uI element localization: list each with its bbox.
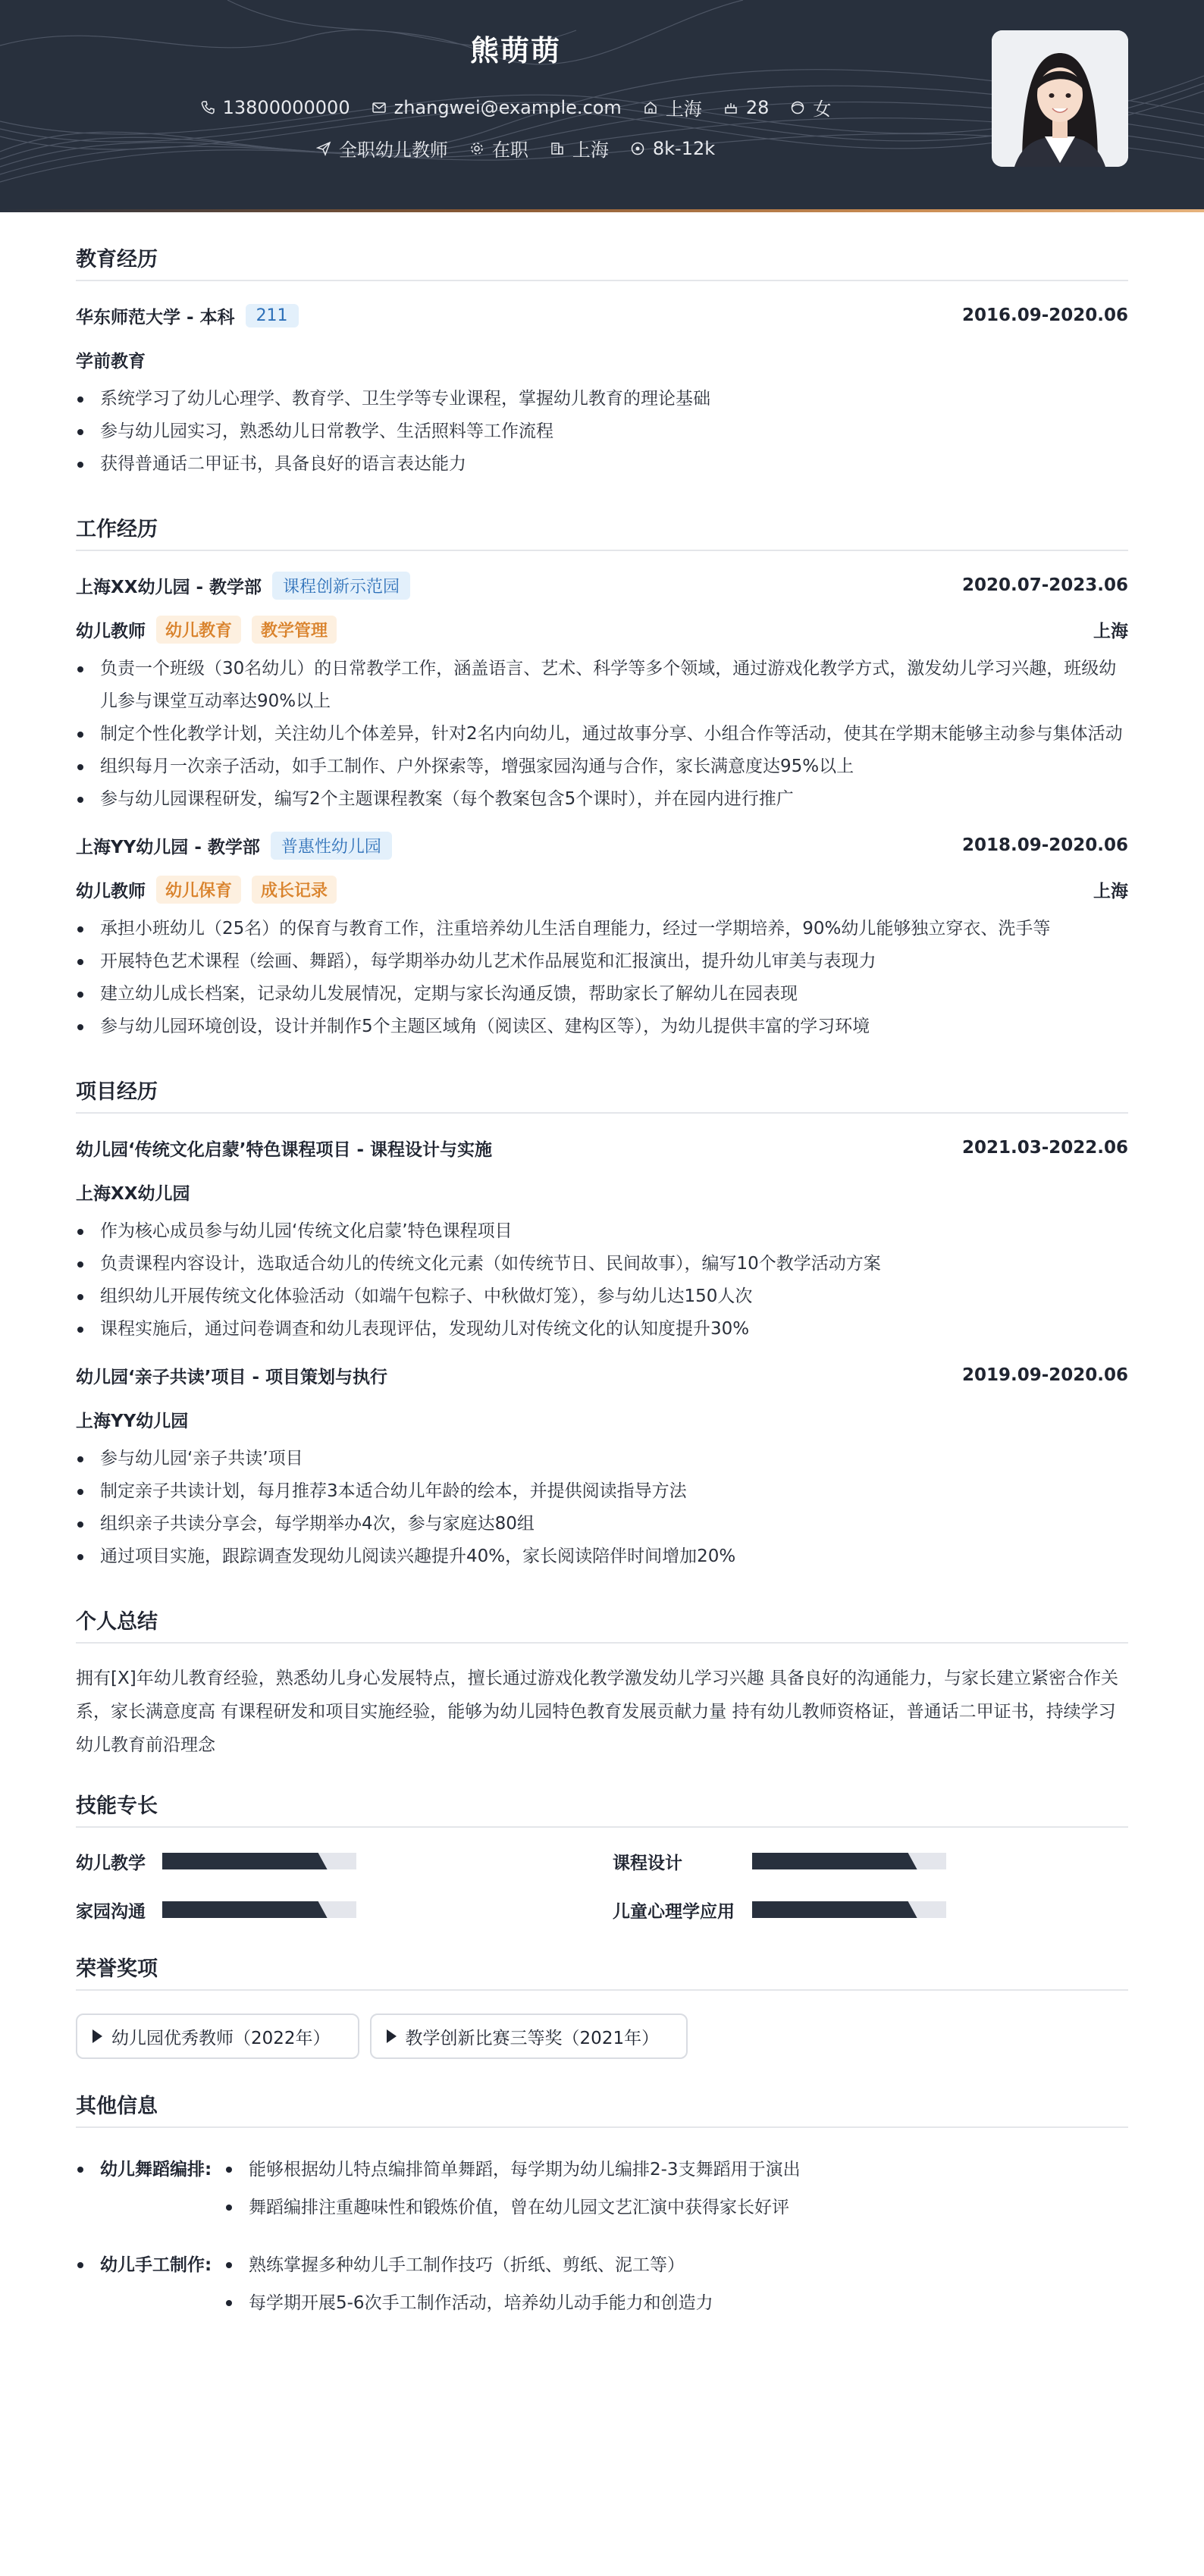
project-name: 幼儿园‘传统文化启蒙’特色课程项目 - 课程设计与实施: [76, 1139, 493, 1160]
city-info: [643, 94, 702, 121]
major-name: 学前教育: [76, 351, 146, 371]
company-name: 上海YY幼儿园 - 教学部: [76, 837, 260, 857]
education-section: [76, 243, 1128, 481]
other-group: [76, 2246, 1128, 2322]
skill-fill: [752, 1853, 917, 1869]
project-entry: [76, 1135, 1128, 1346]
resume-content: [76, 215, 1128, 2322]
project-entry: [76, 1362, 1128, 1573]
salary-text: 8k-12k: [652, 137, 716, 159]
list-item: 通过项目实施，跟踪调查发现幼儿阅读兴趣提升40%，家长阅读陪伴时间增加20%: [76, 1540, 1128, 1573]
list-item: 制定个性化教学计划，关注幼儿个体差异，针对2名内向幼儿，通过故事分享、小组合作等活动，使其在学期末能够主动参与集体活动: [76, 718, 1128, 751]
list-item: 组织幼儿开展传统文化体验活动（如端午包粽子、中秋做灯笼），参与幼儿达150人次: [76, 1280, 1128, 1313]
cake-icon: [723, 100, 738, 115]
skill-item: [76, 1898, 613, 1922]
list-item: 负责一个班级（30名幼儿）的日常教学工作，涵盖语言、艺术、科学等多个领域，通过游戏化教学方式，激发幼儿学习兴趣，班级幼儿参与课堂互动率达90%以上: [76, 653, 1128, 718]
school-name: 华东师范大学 - 本科: [76, 307, 235, 327]
skills-section: [76, 1789, 1128, 1922]
honors-title: 荣誉奖项: [76, 1952, 1128, 1991]
city-text: 上海: [665, 99, 702, 120]
skill-name: 课程设计: [613, 1853, 682, 1873]
contact-row: [0, 94, 1031, 121]
honor-item: [76, 2013, 359, 2059]
work-date: 2020.07-2023.06: [961, 575, 1128, 595]
projects-title: 项目经历: [76, 1075, 1128, 1114]
gear-icon: [469, 141, 484, 156]
skill-fill: [162, 1853, 328, 1869]
other-label: 幼儿舞蹈编排:: [76, 2151, 224, 2227]
skill-name: 儿童心理学应用: [613, 1901, 735, 1922]
skill-item: [76, 1849, 613, 1873]
other-group: [76, 2151, 1128, 2227]
work-date: 2018.09-2020.06: [961, 835, 1128, 855]
skill-item: [613, 1849, 1128, 1873]
skills-title: 技能专长: [76, 1789, 1128, 1828]
other-label: 幼儿手工制作:: [76, 2246, 224, 2322]
work-bullets: [76, 653, 1128, 816]
list-item: 承担小班幼儿（25名）的保育与教育工作，注重培养幼儿生活自理能力，经过一学期培养，90%幼儿能够独立穿衣、洗手等: [76, 913, 1128, 945]
phone-info: [200, 97, 350, 118]
skill-item: [613, 1898, 1128, 1922]
role-tag: 幼儿保育: [156, 876, 241, 904]
role-tag: 幼儿教育: [156, 616, 241, 644]
candidate-name: 熊萌萌: [469, 34, 561, 67]
education-bullets: [76, 383, 1128, 481]
skill-bar: [752, 1853, 946, 1869]
list-item: 制定亲子共读计划，每月推荐3本适合幼儿年龄的绘本，并提供阅读指导方法: [76, 1475, 1128, 1508]
summary-section: [76, 1605, 1128, 1762]
honor-text: 教学创新比赛三等奖（2021年）: [405, 2028, 660, 2048]
skill-bar: [162, 1901, 356, 1918]
job-intent-row: [0, 135, 1031, 161]
person-icon: [790, 100, 805, 115]
list-item: 系统学习了幼儿心理学、教育学、卫生学等专业课程，掌握幼儿教育的理论基础: [76, 383, 1128, 415]
company-tag: 普惠性幼儿园: [271, 832, 392, 860]
work-entry: [76, 572, 1128, 816]
list-item: 作为核心成员参与幼儿园‘传统文化启蒙’特色课程项目: [76, 1215, 1128, 1248]
skill-fill: [162, 1901, 328, 1918]
skill-fill: [752, 1901, 917, 1918]
school-tag: 211: [246, 304, 299, 327]
skill-name: 幼儿教学: [76, 1853, 146, 1873]
age-info: [723, 97, 770, 118]
list-item: 获得普通话二甲证书，具备良好的语言表达能力: [76, 448, 1128, 481]
company-name: 上海XX幼儿园 - 教学部: [76, 577, 262, 597]
list-item: 每学期开展5-6次手工制作活动，培养幼儿动手能力和创造力: [224, 2284, 713, 2322]
education-date: 2016.09-2020.06: [961, 306, 1128, 325]
mail-icon: [372, 100, 387, 115]
education-entry: [76, 302, 1128, 481]
gender-info: [790, 94, 831, 121]
project-org: 上海XX幼儿园: [76, 1183, 190, 1204]
target-city-info: [550, 135, 609, 161]
skill-name: 家园沟通: [76, 1901, 146, 1922]
gender-text: 女: [813, 99, 832, 120]
role-tag: 成长记录: [252, 876, 337, 904]
project-bullets: [76, 1443, 1128, 1573]
avatar: [992, 30, 1128, 167]
send-icon: [316, 141, 331, 156]
list-item: 参与幼儿园‘亲子共读’项目: [76, 1443, 1128, 1475]
work-location: 上海: [1093, 621, 1128, 641]
list-item: 熟练掌握多种幼儿手工制作技巧（折纸、剪纸、泥工等）: [224, 2246, 713, 2284]
honor-item: [370, 2013, 688, 2059]
role-tag: 教学管理: [252, 616, 337, 644]
project-date: 2021.03-2022.06: [961, 1138, 1128, 1158]
honors-section: [76, 1952, 1128, 2059]
education-title: 教育经历: [76, 243, 1128, 281]
list-item: 舞蹈编排注重趣味性和锻炼价值，曾在幼儿园文艺汇演中获得家长好评: [224, 2189, 801, 2227]
phone-text: 13800000000: [222, 96, 350, 118]
list-item: 课程实施后，通过问卷调查和幼儿表现评估，发现幼儿对传统文化的认知度提升30%: [76, 1313, 1128, 1346]
list-item: 开展特色艺术课程（绘画、舞蹈），每学期举办幼儿艺术作品展览和汇报演出，提升幼儿审美与表现力: [76, 945, 1128, 978]
project-org: 上海YY幼儿园: [76, 1411, 189, 1431]
skill-bar: [162, 1853, 356, 1869]
list-item: 建立幼儿成长档案，记录幼儿发展情况，定期与家长沟通反馈，帮助家长了解幼儿在园表现: [76, 978, 1128, 1011]
list-item: 组织亲子共读分享会，每学期举办4次，参与家庭达80组: [76, 1508, 1128, 1540]
list-item: 参与幼儿园实习，熟悉幼儿日常教学、生活照料等工作流程: [76, 415, 1128, 448]
project-name: 幼儿园‘亲子共读’项目 - 项目策划与执行: [76, 1367, 388, 1387]
list-item: 负责课程内容设计，选取适合幼儿的传统文化元素（如传统节日、民间故事），编写10个教学活动方案: [76, 1248, 1128, 1280]
coin-icon: [630, 141, 645, 156]
phone-icon: [200, 100, 215, 115]
company-tag: 课程创新示范园: [272, 572, 410, 600]
work-bullets: [76, 913, 1128, 1043]
building-icon: [550, 141, 565, 156]
role-name: 幼儿教师: [76, 621, 146, 641]
project-bullets: [76, 1215, 1128, 1346]
play-icon: [387, 2029, 397, 2043]
status-text: 在职: [491, 139, 528, 161]
status-info: [469, 135, 528, 161]
skill-bar: [752, 1901, 946, 1918]
role-name: 幼儿教师: [76, 881, 146, 901]
target-city-text: 上海: [572, 139, 609, 161]
home-icon: [643, 100, 658, 115]
work-section: [76, 512, 1128, 1043]
job-type-info: [316, 135, 448, 161]
project-date: 2019.09-2020.06: [961, 1365, 1128, 1385]
play-icon: [92, 2029, 102, 2043]
email-info: [372, 97, 622, 118]
job-type-text: 全职幼儿教师: [338, 139, 448, 161]
list-item: 参与幼儿园环境创设，设计并制作5个主题区域角（阅读区、建构区等），为幼儿提供丰富的学习环境: [76, 1011, 1128, 1043]
projects-section: [76, 1075, 1128, 1573]
email-text: zhangwei@example.com: [393, 96, 622, 118]
salary-info: [630, 138, 715, 159]
other-section: [76, 2089, 1128, 2322]
header-accent-bar: [0, 209, 1204, 212]
age-text: 28: [745, 96, 770, 118]
work-entry: [76, 832, 1128, 1043]
summary-title: 个人总结: [76, 1605, 1128, 1644]
work-location: 上海: [1093, 881, 1128, 901]
honor-text: 幼儿园优秀教师（2022年）: [111, 2028, 331, 2048]
list-item: 组织每月一次亲子活动，如手工制作、户外探索等，增强家园沟通与合作，家长满意度达95%以上: [76, 751, 1128, 783]
work-title: 工作经历: [76, 512, 1128, 551]
list-item: 参与幼儿园课程研发，编写2个主题课程教案（每个教案包含5个课时），并在园内进行推广: [76, 783, 1128, 816]
avatar-portrait: [992, 30, 1128, 167]
other-title: 其他信息: [76, 2089, 1128, 2128]
list-item: 能够根据幼儿特点编排简单舞蹈，每学期为幼儿编排2-3支舞蹈用于演出: [224, 2151, 801, 2189]
resume-header: [0, 0, 1204, 212]
summary-text: 拥有[X]年幼儿教育经验，熟悉幼儿身心发展特点，擅长通过游戏化教学激发幼儿学习兴趣 具备良好的沟通能力，与家长建立紧密合作关系，家长满意度高 有课程研发和项目实施经验，能够为幼儿园特色教育发展贡献力量 持有幼儿教师资格证，普通话二甲证书，持续学习幼儿教育前沿理念: [76, 1669, 1119, 1755]
